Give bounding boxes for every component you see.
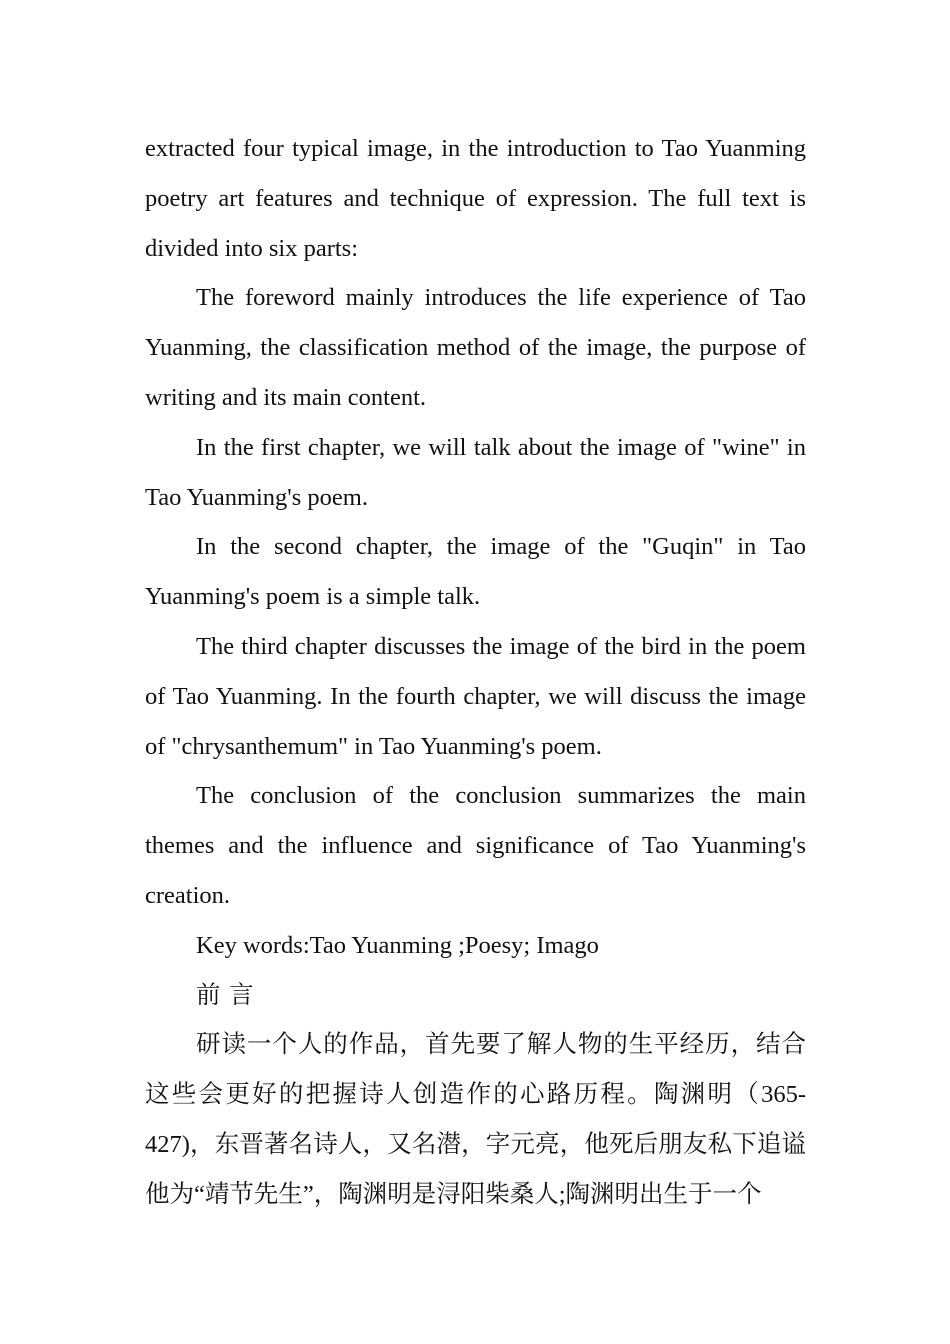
preface-heading: 前言 [196,981,263,1009]
abstract-paragraph-conclusion: The conclusion of the conclusion summarizes the main themes and the influence and significance of Tao Yuanming's creation. [145,782,806,909]
document-body [145,124,806,1220]
abstract-paragraph-chapter-two: In the second chapter, the image of the "Guqin" in Tao Yuanming's poem is a simple talk. [145,533,806,611]
keywords-line: Key words:Tao Yuanming ;Poesy; Imago [196,931,599,959]
abstract-paragraph-chapters-three-four: The third chapter discusses the image of the bird in the poem of Tao Yuanming. In the fourth chapter, we will discuss the image of "chrysanthemum" in Tao Yuanming's poem. [145,632,806,760]
abstract-paragraph-foreword: The foreword mainly introduces the life experience of Tao Yuanming, the classification method of the image, the purpose of writing and its main content. [145,284,806,411]
abstract-paragraph-chapter-one: In the first chapter, we will talk about the image of "wine" in Tao Yuanming's poem. [145,433,806,511]
abstract-paragraph-continued: extracted four typical image, in the introduction to Tao Yuanming poetry art features and technique of expression. The full text is divided into six parts: [145,135,806,262]
preface-paragraph: 研读一个人的作品，首先要了解人物的生平经历，结合这些会更好的把握诗人创造作的心路历程。陶渊明（365-427)，东晋著名诗人，又名潜，字元亮，他死后朋友私下追谥他为“靖节先生”，陶渊明是浔阳柴桑人;陶渊明出生于一个 [145,1031,806,1208]
